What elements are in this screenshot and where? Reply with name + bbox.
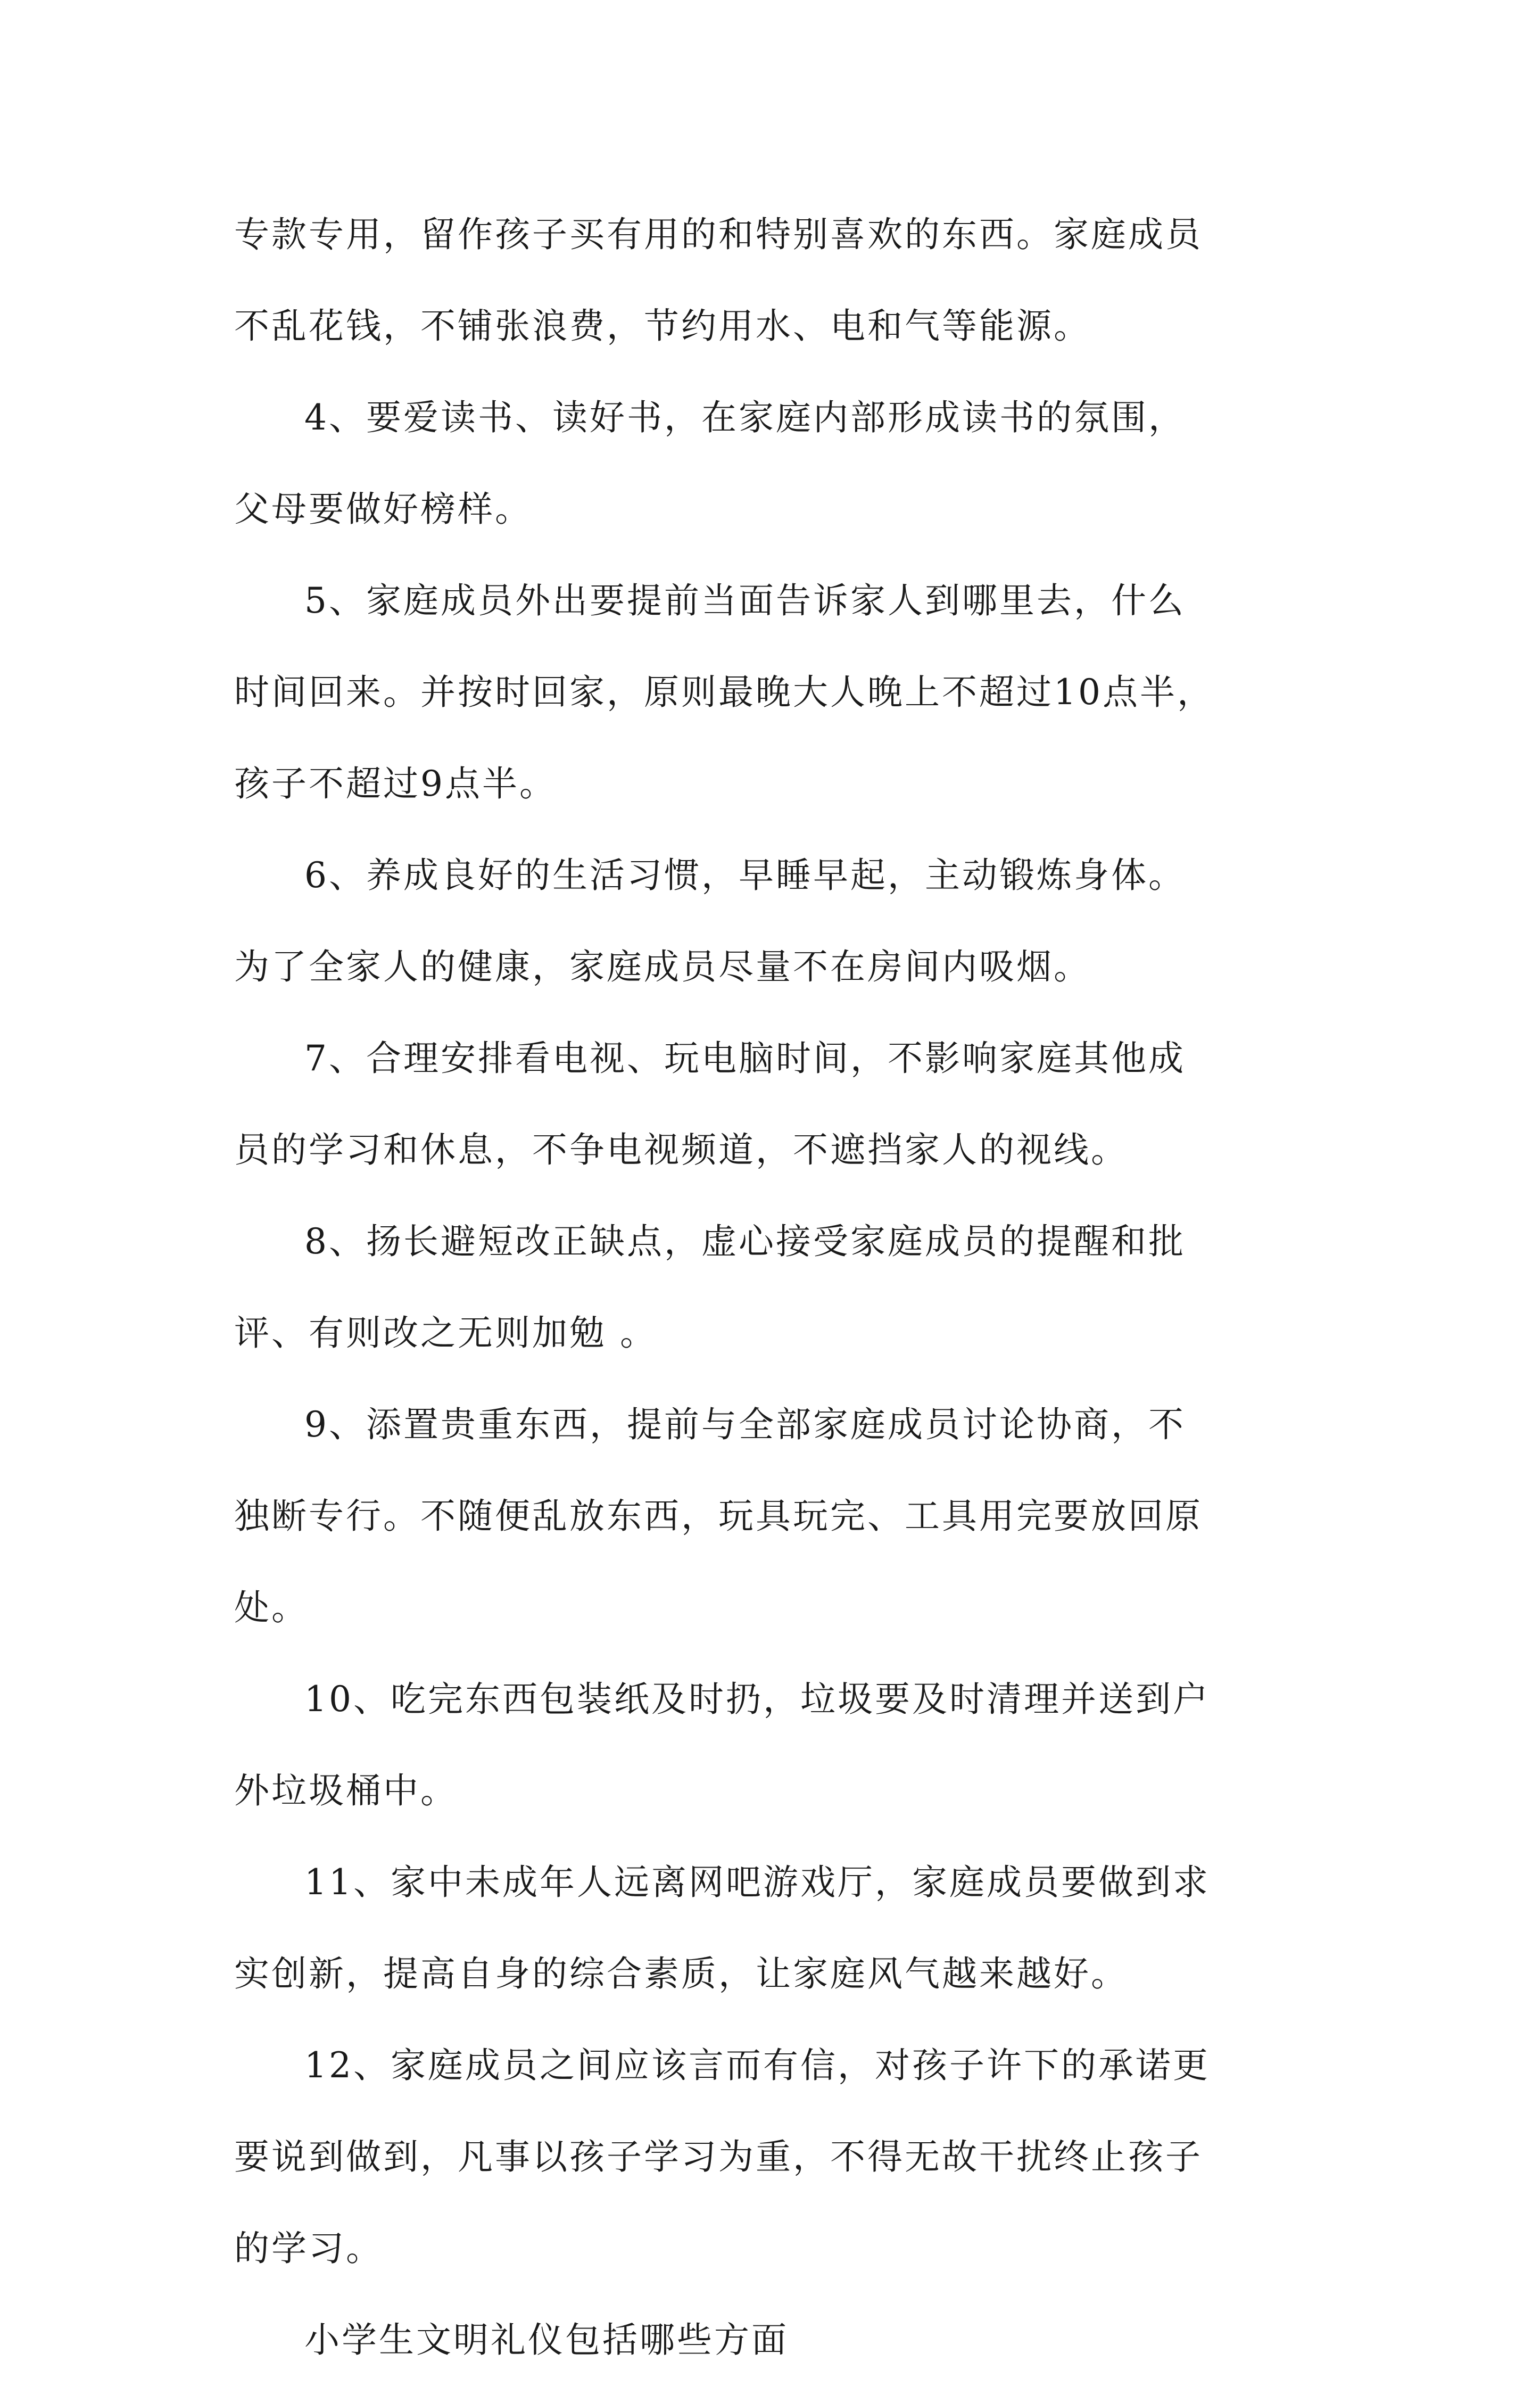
text-line: 不乱花钱，不铺张浪费，节约用水、电和气等能源。 <box>234 306 1091 346</box>
document-body <box>234 189 1314 2386</box>
paragraph-rule-7 <box>234 1013 1314 1196</box>
text-line: 孩子不超过9点半。 <box>234 763 557 804</box>
text-line: 时间回来。并按时回家，原则最晚大人晚上不超过10点半， <box>234 672 1214 713</box>
section-heading <box>234 2294 1314 2386</box>
paragraph-rule-12 <box>234 2020 1314 2294</box>
paragraph-rule-6 <box>234 830 1314 1013</box>
text-line: 8、扬长避短改正缺点，虚心接受家庭成员的提醒和批 <box>304 1221 1186 1262</box>
text-line: 10、吃完东西包装纸及时扔，垃圾要及时清理并送到户 <box>304 1679 1210 1720</box>
paragraph-rule-11 <box>234 1837 1314 2020</box>
text-line: 为了全家人的健康，家庭成员尽量不在房间内吸烟。 <box>234 946 1091 987</box>
text-line: 要说到做到，凡事以孩子学习为重，不得无故干扰终止孩子 <box>234 2136 1203 2177</box>
text-line: 6、养成良好的生活习惯，早睡早起，主动锻炼身体。 <box>304 855 1186 896</box>
paragraph-rule-8 <box>234 1196 1314 1379</box>
paragraph-rule-4 <box>234 372 1314 555</box>
text-line: 7、合理安排看电视、玩电脑时间，不影响家庭其他成 <box>304 1038 1186 1079</box>
text-line: 专款专用，留作孩子买有用的和特别喜欢的东西。家庭成员 <box>234 214 1203 255</box>
paragraph-rule-9 <box>234 1379 1314 1654</box>
text-line: 实创新，提高自身的综合素质，让家庭风气越来越好。 <box>234 1953 1128 1994</box>
text-line: 12、家庭成员之间应该言而有信，对孩子许下的承诺更 <box>304 2045 1210 2086</box>
text-line: 独断专行。不随便乱放东西，玩具玩完、工具用完要放回原 <box>234 1496 1203 1537</box>
text-line: 处。 <box>234 1587 309 1628</box>
text-line: 父母要做好榜样。 <box>234 489 532 530</box>
paragraph-rule-10 <box>234 1654 1314 1837</box>
text-line: 员的学习和休息，不争电视频道，不遮挡家人的视线。 <box>234 1129 1128 1170</box>
paragraph-rule-5 <box>234 555 1314 830</box>
paragraph-continued <box>234 189 1314 372</box>
text-line: 4、要爱读书、读好书，在家庭内部形成读书的氛围， <box>304 397 1186 438</box>
heading-text: 小学生文明礼仪包括哪些方面 <box>304 2319 789 2360</box>
text-line: 9、添置贵重东西，提前与全部家庭成员讨论协商，不 <box>304 1404 1186 1445</box>
text-line: 5、家庭成员外出要提前当面告诉家人到哪里去，什么 <box>304 580 1186 621</box>
text-line: 评、有则改之无则加勉 。 <box>234 1312 657 1353</box>
text-line: 外垃圾桶中。 <box>234 1770 458 1811</box>
text-line: 的学习。 <box>234 2228 383 2269</box>
text-line: 11、家中未成年人远离网吧游戏厅，家庭成员要做到求 <box>304 1862 1210 1903</box>
